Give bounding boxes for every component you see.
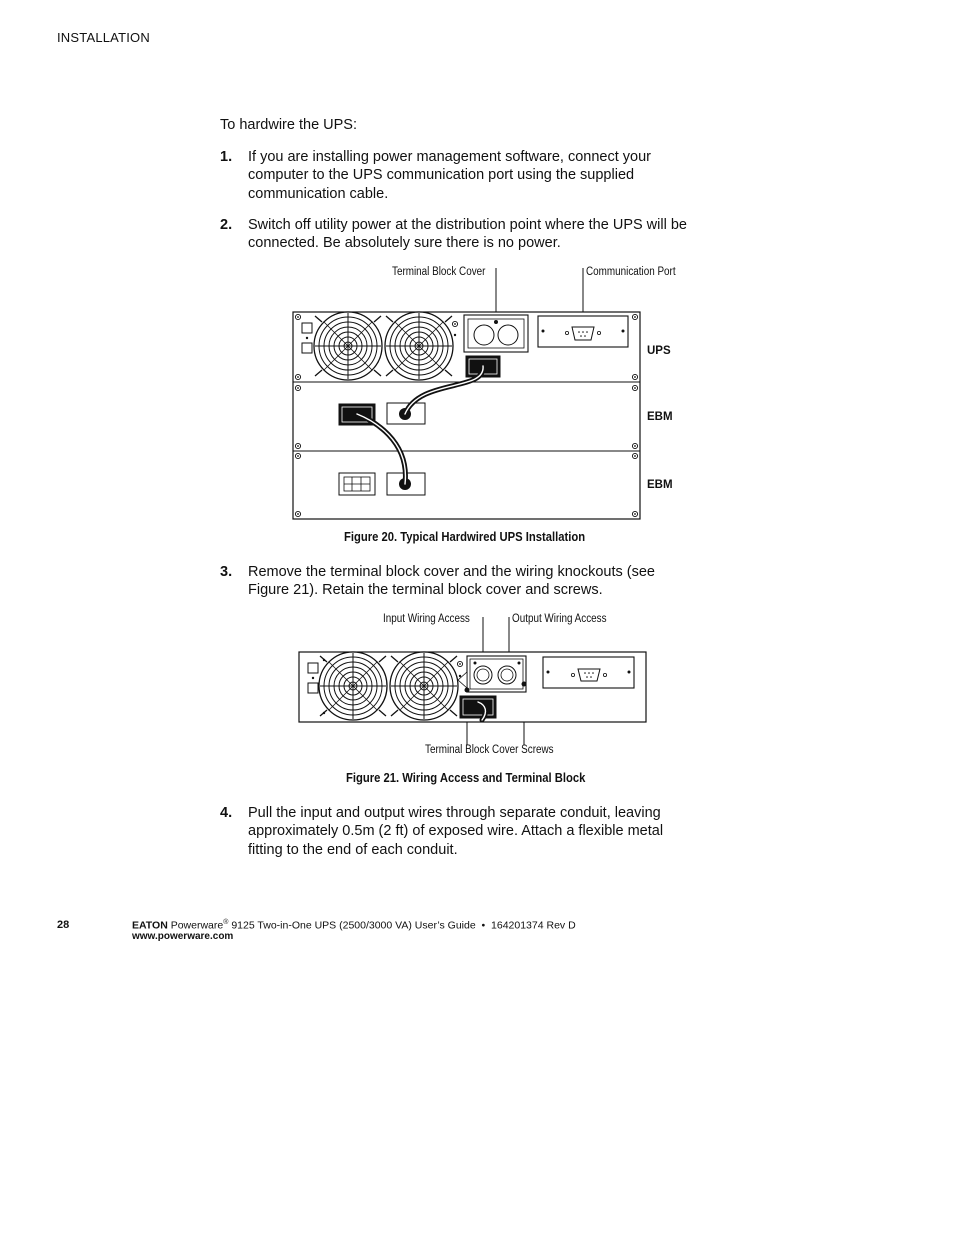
ebm-label: EBM [647,479,673,491]
step-text: Pull the input and output wires through separate conduit, leaving approximately 0.5m (2 ft) of exposed wire. Attach a flexible metal fitting to the end of each conduit. [248,805,664,858]
step-number: 2. [220,217,233,233]
footer-title [132,919,576,932]
footer-brand: EATON [132,919,168,932]
ups-label: UPS [647,345,671,357]
step-number: 3. [220,564,233,580]
intro-text: To hardwire the UPS: [220,117,358,133]
step-text: Switch off utility power at the distribution point where the UPS will be connected. Be absolutely sure there is no power. [248,217,687,252]
figure-21-caption: Figure 21. Wiring Access and Terminal Block [346,771,586,785]
communication-port-label: Communication Port [586,266,676,278]
footer-registered-mark: ® [223,919,229,926]
section-header: INSTALLATION [57,30,150,45]
footer-url[interactable]: www.powerware.com [132,931,234,942]
output-wiring-access-label: Output Wiring Access [512,613,607,625]
step-number: 4. [220,805,233,821]
step-text: If you are installing power management software, connect your computer to the UPS communication port using the supplied communication cable. [248,149,651,202]
terminal-block-cover-screws-label: Terminal Block Cover Screws [425,744,554,756]
figure-20-caption: Figure 20. Typical Hardwired UPS Installation [344,530,586,544]
step-number: 1. [220,149,233,165]
ebm-label: EBM [647,411,673,423]
input-wiring-access-label: Input Wiring Access [383,613,470,625]
step-text: Remove the terminal block cover and the wiring knockouts (see Figure 21). Retain the terminal block cover and screws. [248,564,655,599]
terminal-block-cover-label: Terminal Block Cover [392,266,486,278]
page-number: 28 [57,919,70,931]
footer-product: Powerware [170,919,224,932]
footer-doc-info: 9125 Two-in-One UPS (2500/3000 VA) User’s Guide • 164201374 Rev D [228,919,576,932]
